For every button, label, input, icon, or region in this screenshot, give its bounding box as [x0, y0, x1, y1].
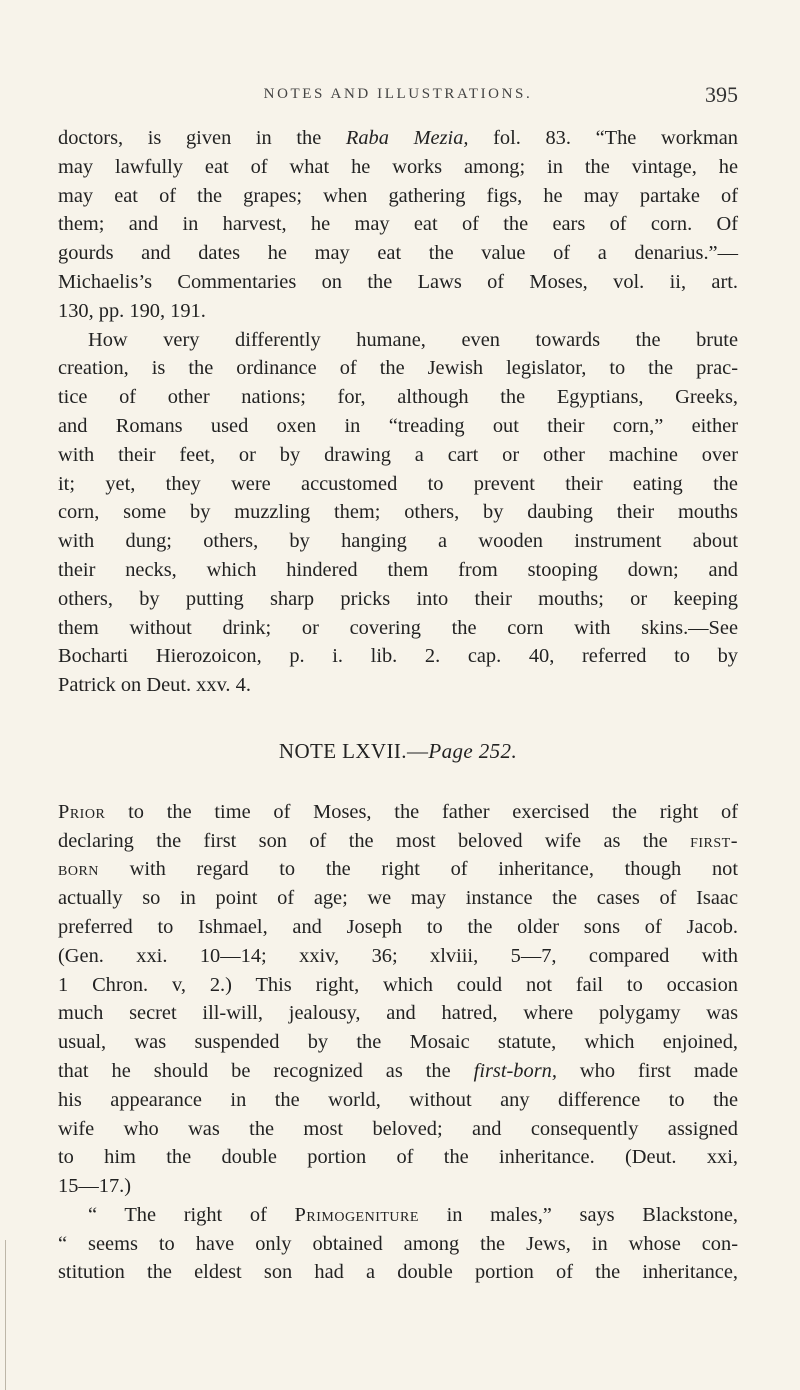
- text-line: [58, 527, 738, 556]
- text-run: corn, some by muzzling them; others, by daubing their mouths: [58, 501, 738, 524]
- text-run: with their feet, or by drawing a cart or other machine over: [58, 443, 738, 466]
- text-line: [58, 1143, 738, 1172]
- text-run: may eat of the grapes; when gathering figs, he may partake of: [58, 184, 738, 207]
- text-run: “ seems to have only obtained among the Jews, in whose con-: [58, 1232, 738, 1255]
- text-line: [58, 1115, 738, 1144]
- text-line: [58, 556, 738, 585]
- text-line: [58, 441, 738, 470]
- text-line: [58, 354, 738, 383]
- text-line: [58, 470, 738, 499]
- text-run: them without drink; or covering the corn with skins.—See: [58, 616, 738, 639]
- text-line: [58, 383, 738, 412]
- text-run: with dung; others, by hanging a wooden instrument about: [58, 530, 738, 553]
- text-run: usual, was suspended by the Mosaic statute, which enjoined,: [58, 1031, 738, 1054]
- body-text: [58, 124, 738, 1287]
- text-line: [58, 855, 738, 884]
- text-run: declaring the first son of the most beloved wife as the: [58, 829, 691, 852]
- text-run: to him the double portion of the inheritance. (Deut. xxi,: [58, 1146, 738, 1169]
- text-line: [58, 1028, 738, 1057]
- text-run: stitution the eldest son had a double portion of the inheritance,: [58, 1261, 738, 1284]
- text-line: [58, 1230, 738, 1259]
- note-heading: [58, 737, 738, 766]
- small-caps-text: Primogeniture: [294, 1203, 419, 1226]
- text-run: fol. 83. “The workman: [468, 127, 738, 149]
- text-run: “ The right of: [88, 1203, 295, 1226]
- text-line: [58, 999, 738, 1028]
- text-line: [58, 827, 738, 856]
- text-run: Patrick on Deut. xxv. 4.: [58, 674, 251, 697]
- text-line: [58, 798, 738, 827]
- text-line: [58, 239, 738, 268]
- text-run: that he should be recognized as the: [58, 1059, 474, 1082]
- text-line: [58, 1201, 738, 1230]
- text-line: [58, 614, 738, 643]
- text-run: 15—17.): [58, 1175, 132, 1198]
- text-line: [58, 1258, 738, 1287]
- text-run: 130, pp. 190, 191.: [58, 299, 206, 322]
- note-heading-label: NOTE LXVII.—: [278, 738, 429, 763]
- text-run: their necks, which hindered them from stooping down; and: [58, 558, 738, 581]
- text-run: them; and in harvest, he may eat of the ears of corn. Of: [58, 213, 738, 236]
- text-run: Michaelis’s Commentaries on the Laws of Moses, vol. ii, art.: [58, 270, 738, 293]
- paragraph-first-born: [58, 798, 738, 1201]
- text-line: [58, 884, 738, 913]
- text-line: [58, 1086, 738, 1115]
- text-run: doctors, is given in the: [58, 127, 346, 149]
- text-run: who first made: [556, 1059, 738, 1082]
- text-run: wife who was the most beloved; and consequently assigned: [58, 1117, 738, 1140]
- small-caps-text: Prior: [58, 800, 106, 823]
- text-run: (Gen. xxi. 10—14; xxiv, 36; xlviii, 5—7, compared with: [58, 944, 738, 967]
- page-number: 395: [705, 82, 738, 107]
- text-line: [58, 182, 738, 211]
- text-line: [58, 942, 738, 971]
- paragraph-raba-mezia: [58, 124, 738, 326]
- small-caps-text: first-: [690, 829, 738, 852]
- text-run: much secret ill-will, jealousy, and hatred, where polygamy was: [58, 1002, 738, 1025]
- text-line: [58, 326, 738, 355]
- italic-text: Raba Mezia,: [345, 127, 469, 149]
- text-run: actually so in point of age; we may instance the cases of Isaac: [58, 887, 738, 910]
- text-run: creation, is the ordinance of the Jewish legislator, to the prac-: [58, 357, 738, 380]
- text-line: [58, 585, 738, 614]
- text-run: and Romans used oxen in “treading out their corn,” either: [58, 414, 738, 437]
- text-run: preferred to Ishmael, and Joseph to the older sons of Jacob.: [58, 915, 738, 938]
- text-run: tice of other nations; for, although the Egyptians, Greeks,: [58, 386, 738, 409]
- text-line: [58, 1057, 738, 1086]
- small-caps-text: born: [58, 858, 99, 881]
- text-run: his appearance in the world, without any difference to the: [58, 1088, 738, 1111]
- running-head: NOTES AND ILLUSTRATIONS.: [263, 86, 533, 102]
- note-heading-page-ref: Page 252.: [428, 738, 518, 763]
- text-line: [58, 498, 738, 527]
- text-line: [58, 153, 738, 182]
- text-run: Bocharti Hierozoicon, p. i. lib. 2. cap. 40, referred to by: [58, 645, 738, 668]
- text-run: How very differently humane, even towards the brute: [88, 328, 738, 351]
- text-run: to the time of Moses, the father exercised the right of: [105, 800, 738, 823]
- italic-text: first-born,: [473, 1059, 557, 1082]
- text-line: [58, 671, 738, 700]
- text-line: [58, 913, 738, 942]
- text-line: [58, 268, 738, 297]
- paragraph-primogeniture: [58, 1201, 738, 1287]
- text-run: others, by putting sharp pricks into their mouths; or keeping: [58, 587, 738, 610]
- text-line: [58, 210, 738, 239]
- text-run: 1 Chron. v, 2.) This right, which could not fail to occasion: [58, 973, 738, 996]
- binding-edge: [5, 1240, 6, 1390]
- paragraph-humane-ordinance: [58, 326, 738, 700]
- text-line: [58, 971, 738, 1000]
- page-header: [58, 82, 738, 108]
- text-run: may lawfully eat of what he works among; in the vintage, he: [58, 155, 738, 178]
- text-run: it; yet, they were accustomed to prevent their eating the: [58, 472, 738, 495]
- text-line: [58, 297, 738, 326]
- text-line: [58, 412, 738, 441]
- text-line: [58, 124, 738, 153]
- text-line: [58, 1172, 738, 1201]
- text-line: [58, 642, 738, 671]
- text-run: in males,” says Blackstone,: [418, 1203, 738, 1226]
- text-run: with regard to the right of inheritance, though not: [98, 858, 738, 881]
- text-run: gourds and dates he may eat the value of a denarius.”—: [58, 242, 738, 265]
